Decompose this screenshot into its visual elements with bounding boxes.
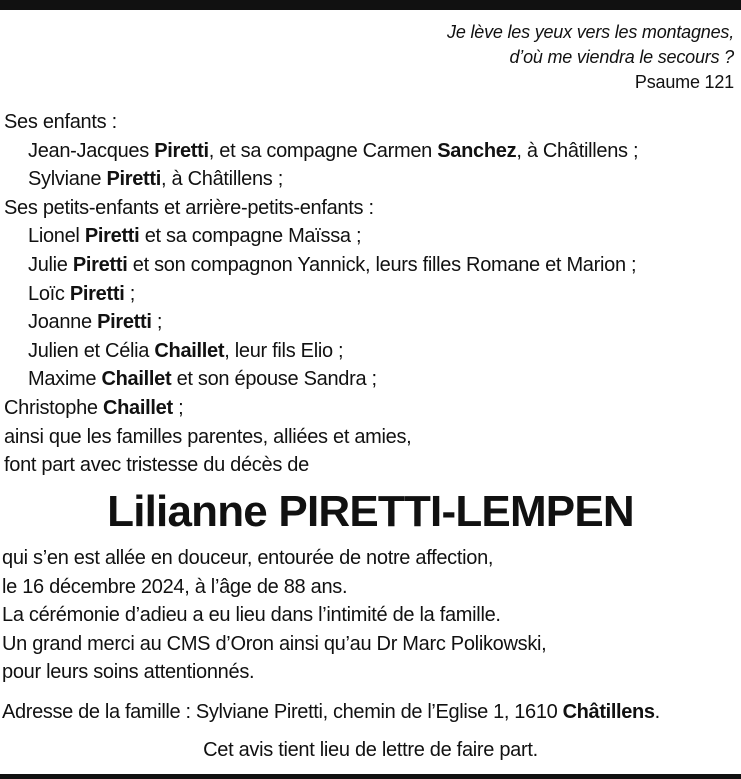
child-entry bbox=[4, 165, 638, 194]
entry-surname: Chaillet bbox=[102, 396, 173, 419]
child-entry bbox=[4, 137, 638, 166]
bottom-border bbox=[0, 774, 741, 779]
children-heading: Ses enfants : bbox=[4, 111, 117, 133]
entry-surname: Piretti bbox=[72, 253, 128, 276]
entry-text: Julien et Célia bbox=[28, 339, 155, 362]
entry-surname: Chaillet bbox=[154, 339, 225, 362]
entry-text: Julie bbox=[28, 253, 73, 276]
entry-text: et son épouse Sandra ; bbox=[171, 368, 377, 391]
entry-surname: Piretti bbox=[154, 139, 209, 162]
grandchild-entry bbox=[4, 280, 638, 309]
grandchild-entry bbox=[4, 308, 638, 337]
address-text: . bbox=[654, 701, 660, 723]
family-address bbox=[2, 698, 660, 726]
entry-surname: Piretti bbox=[69, 282, 125, 305]
details-line: qui s’en est allée en douceur, entourée de notre affection, bbox=[2, 547, 494, 569]
grandchild-entry bbox=[4, 251, 638, 280]
entry-text: , à Châtillens ; bbox=[161, 168, 283, 191]
grandchild-entry bbox=[4, 222, 638, 251]
closing-notice: Cet avis tient lieu de lettre de faire part. bbox=[203, 739, 538, 761]
entry-text: ; bbox=[172, 396, 184, 419]
grandchild-entry bbox=[4, 337, 638, 366]
entry-text: ; bbox=[151, 311, 163, 334]
details-line: Un grand merci au CMS d’Oron ainsi qu’au Dr Marc Polikowski, bbox=[2, 632, 547, 655]
details-line: pour leurs soins attentionnés. bbox=[2, 661, 255, 684]
entry-text: ; bbox=[124, 282, 135, 305]
entry-text: Jean-Jacques bbox=[28, 139, 155, 162]
entry-text: Christophe bbox=[4, 396, 103, 419]
announcement-line: font part avec tristesse du décès de bbox=[4, 454, 309, 477]
address-text: Adresse de la famille : Sylviane Piretti, chemin de l’Eglise 1, 1610 bbox=[2, 701, 563, 723]
entry-text: Sylviane bbox=[28, 168, 107, 191]
entry-text: et sa compagne Maïssa ; bbox=[139, 225, 362, 248]
other-relative-entry bbox=[4, 394, 638, 423]
entry-text: , et sa compagne Carmen bbox=[208, 139, 438, 162]
epigraph-reference: Psaume 121 bbox=[634, 72, 734, 92]
entry-text: Joanne bbox=[28, 311, 98, 334]
grandchild-entry bbox=[4, 365, 638, 394]
entry-surname: Sanchez bbox=[437, 139, 517, 162]
entry-surname: Piretti bbox=[97, 311, 152, 334]
details-line: le 16 décembre 2024, à l’âge de 88 ans. bbox=[2, 575, 348, 598]
families-line: ainsi que les familles parentes, alliées et amies, bbox=[4, 425, 412, 448]
entry-text: et son compagnon Yannick, leurs filles Romane et Marion ; bbox=[127, 253, 637, 276]
address-town: Châtillens bbox=[562, 701, 655, 723]
epigraph bbox=[447, 20, 734, 95]
entry-text: , leur fils Elio ; bbox=[224, 339, 344, 362]
family-list bbox=[4, 108, 638, 480]
deceased-name: Lilianne PIRETTI-LEMPEN bbox=[107, 487, 634, 536]
entry-text: Loïc bbox=[28, 282, 70, 305]
details-line: La cérémonie d’adieu a eu lieu dans l’intimité de la famille. bbox=[2, 604, 501, 627]
epigraph-line-1: Je lève les yeux vers les montagnes, bbox=[447, 22, 734, 42]
entry-surname: Piretti bbox=[84, 225, 140, 248]
top-border bbox=[0, 0, 741, 10]
entry-text: , à Châtillens ; bbox=[516, 139, 639, 162]
details-block bbox=[2, 544, 546, 687]
grandchildren-heading: Ses petits-enfants et arrière-petits-enfants : bbox=[4, 196, 374, 219]
entry-surname: Chaillet bbox=[101, 368, 172, 391]
epigraph-line-2: d’où me viendra le secours ? bbox=[509, 47, 734, 67]
entry-text: Lionel bbox=[28, 225, 85, 248]
entry-surname: Piretti bbox=[106, 168, 162, 191]
entry-text: Maxime bbox=[28, 368, 102, 391]
